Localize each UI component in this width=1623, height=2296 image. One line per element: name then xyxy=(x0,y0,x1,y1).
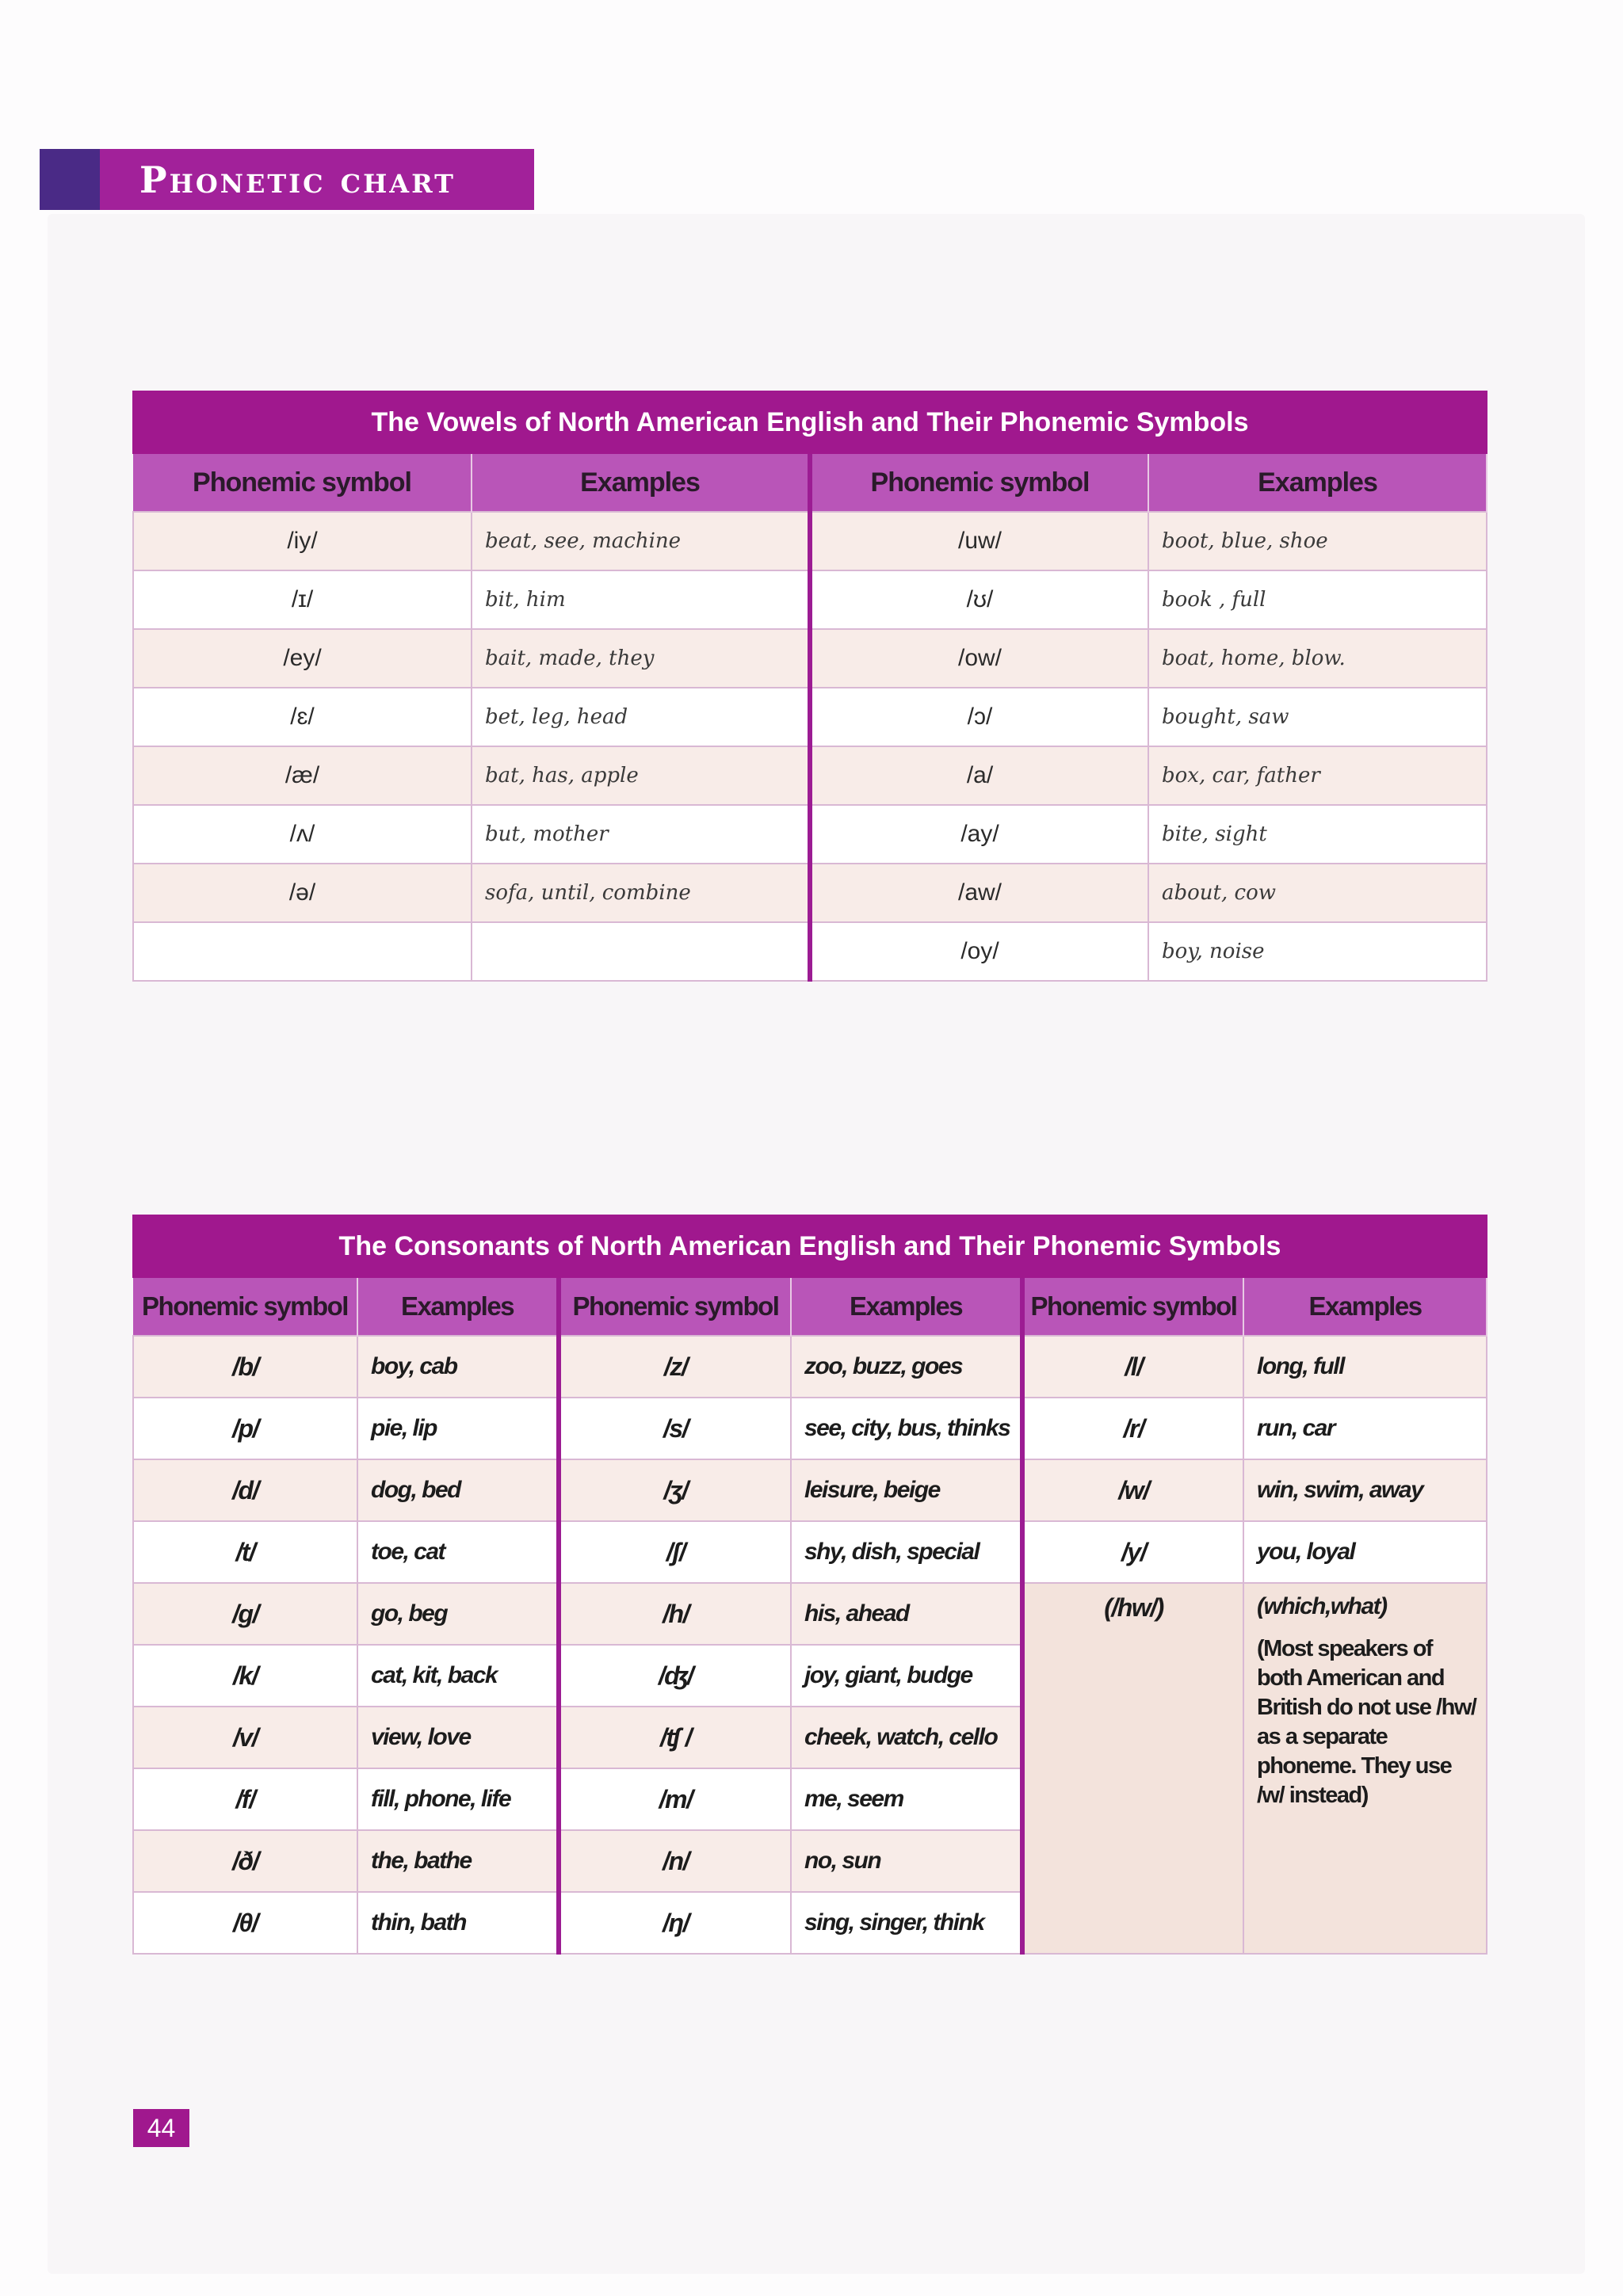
examples-cell: about, cow xyxy=(1148,864,1487,922)
examples-cell: you, loyal xyxy=(1243,1521,1487,1583)
vowels-table-title: The Vowels of North American English and Their Phonemic Symbols xyxy=(132,391,1487,454)
phonemic-symbol-cell: /ə/ xyxy=(133,864,472,922)
examples-cell: thin, bath xyxy=(357,1892,559,1954)
table-row xyxy=(133,864,1487,922)
examples-cell: see, city, bus, thinks xyxy=(791,1398,1022,1459)
column-header: Phonemic symbol xyxy=(133,454,472,512)
examples-cell: pie, lip xyxy=(357,1398,559,1459)
table-row xyxy=(133,570,1487,629)
vowels-table xyxy=(132,391,1487,982)
examples-cell: win, swim, away xyxy=(1243,1459,1487,1521)
table-row xyxy=(133,746,1487,805)
examples-cell: boat, home, blow. xyxy=(1148,629,1487,688)
phonemic-symbol-cell: /k/ xyxy=(133,1645,357,1707)
table-row xyxy=(133,512,1487,570)
phonemic-symbol-cell: /s/ xyxy=(559,1398,791,1459)
phonemic-symbol-cell: /p/ xyxy=(133,1398,357,1459)
examples-cell: boy, noise xyxy=(1148,922,1487,981)
examples-cell: sofa, until, combine xyxy=(472,864,810,922)
examples-cell: box, car, father xyxy=(1148,746,1487,805)
examples-cell: bat, has, apple xyxy=(472,746,810,805)
phonemic-symbol-cell: /d/ xyxy=(133,1459,357,1521)
phonemic-symbol-cell: /ay/ xyxy=(810,805,1148,864)
column-header: Examples xyxy=(1148,454,1487,512)
phonemic-symbol-cell: /uw/ xyxy=(810,512,1148,570)
table-row xyxy=(133,688,1487,746)
examples-cell: cheek, watch, cello xyxy=(791,1707,1022,1768)
phonemic-symbol-cell: /ɛ/ xyxy=(133,688,472,746)
phonemic-symbol-cell: /z/ xyxy=(559,1336,791,1398)
phonemic-symbol-cell: /æ/ xyxy=(133,746,472,805)
page-banner xyxy=(100,149,534,210)
table-row xyxy=(133,805,1487,864)
examples-cell: bait, made, they xyxy=(472,629,810,688)
phonemic-symbol-cell: (/hw/) xyxy=(1022,1583,1243,1954)
column-header: Examples xyxy=(357,1278,559,1336)
examples-cell: long, full xyxy=(1243,1336,1487,1398)
examples-cell: boot, blue, shoe xyxy=(1148,512,1487,570)
examples-cell xyxy=(472,922,810,981)
table-row xyxy=(133,629,1487,688)
phonemic-symbol-cell: /oy/ xyxy=(810,922,1148,981)
phonemic-symbol-cell xyxy=(133,922,472,981)
table-row xyxy=(133,1398,1487,1459)
column-header: Examples xyxy=(1243,1278,1487,1336)
phonemic-symbol-cell: /a/ xyxy=(810,746,1148,805)
consonants-table xyxy=(132,1215,1487,1955)
phonemic-symbol-cell: /ʌ/ xyxy=(133,805,472,864)
phonemic-symbol-cell: /aw/ xyxy=(810,864,1148,922)
phonemic-symbol-cell: /f/ xyxy=(133,1768,357,1830)
phonemic-symbol-cell: /v/ xyxy=(133,1707,357,1768)
table-row xyxy=(133,1583,1487,1645)
examples-cell: no, sun xyxy=(791,1830,1022,1892)
column-header: Examples xyxy=(472,454,810,512)
phonemic-symbol-cell: /ʧ / xyxy=(559,1707,791,1768)
banner-accent xyxy=(40,149,100,210)
examples-cell: run, car xyxy=(1243,1398,1487,1459)
phonemic-symbol-cell: /ʒ/ xyxy=(559,1459,791,1521)
examples-cell: but, mother xyxy=(472,805,810,864)
column-header: Examples xyxy=(791,1278,1022,1336)
phonemic-symbol-cell: /m/ xyxy=(559,1768,791,1830)
examples-cell: bit, him xyxy=(472,570,810,629)
column-header: Phonemic symbol xyxy=(133,1278,357,1336)
phonemic-symbol-cell: /ʊ/ xyxy=(810,570,1148,629)
phonemic-symbol-cell: /ʃ/ xyxy=(559,1521,791,1583)
examples-cell: the, bathe xyxy=(357,1830,559,1892)
examples-cell: zoo, buzz, goes xyxy=(791,1336,1022,1398)
examples-cell: shy, dish, special xyxy=(791,1521,1022,1583)
phonemic-symbol-cell: /ʤ/ xyxy=(559,1645,791,1707)
examples-cell: view, love xyxy=(357,1707,559,1768)
examples-cell: leisure, beige xyxy=(791,1459,1022,1521)
hw-note: (Most speakers of both American and British do not use /hw/ as a separate phoneme. They use /w/ instead) xyxy=(1257,1636,1476,1808)
table-row xyxy=(133,922,1487,981)
column-header: Phonemic symbol xyxy=(559,1278,791,1336)
examples-cell: book , full xyxy=(1148,570,1487,629)
phonemic-symbol-cell: /ɪ/ xyxy=(133,570,472,629)
examples-cell: cat, kit, back xyxy=(357,1645,559,1707)
consonants-header-row xyxy=(133,1278,1487,1336)
phonemic-symbol-cell: /n/ xyxy=(559,1830,791,1892)
examples-cell: me, seem xyxy=(791,1768,1022,1830)
examples-cell: dog, bed xyxy=(357,1459,559,1521)
phonemic-symbol-cell: /g/ xyxy=(133,1583,357,1645)
page-number: 44 xyxy=(133,2109,189,2147)
examples-cell: bite, sight xyxy=(1148,805,1487,864)
phonemic-symbol-cell: /t/ xyxy=(133,1521,357,1583)
consonants-table-title: The Consonants of North American English and Their Phonemic Symbols xyxy=(132,1215,1487,1278)
examples-cell: beat, see, machine xyxy=(472,512,810,570)
phonemic-symbol-cell: /r/ xyxy=(1022,1398,1243,1459)
phonemic-symbol-cell: /l/ xyxy=(1022,1336,1243,1398)
phonemic-symbol-cell: /ɔ/ xyxy=(810,688,1148,746)
examples-cell: joy, giant, budge xyxy=(791,1645,1022,1707)
examples-cell: boy, cab xyxy=(357,1336,559,1398)
vowels-header-row xyxy=(133,454,1487,512)
phonemic-symbol-cell: /h/ xyxy=(559,1583,791,1645)
table-row xyxy=(133,1459,1487,1521)
phonemic-symbol-cell: /iy/ xyxy=(133,512,472,570)
page-title: Phonetic chart xyxy=(139,158,456,201)
phonemic-symbol-cell: /b/ xyxy=(133,1336,357,1398)
examples-cell: toe, cat xyxy=(357,1521,559,1583)
phonemic-symbol-cell: /y/ xyxy=(1022,1521,1243,1583)
table-row xyxy=(133,1521,1487,1583)
column-header: Phonemic symbol xyxy=(810,454,1148,512)
examples-cell: go, beg xyxy=(357,1583,559,1645)
table-row xyxy=(133,1336,1487,1398)
column-header: Phonemic symbol xyxy=(1022,1278,1243,1336)
examples-cell: bet, leg, head xyxy=(472,688,810,746)
phonemic-symbol-cell: /ey/ xyxy=(133,629,472,688)
examples-cell xyxy=(1243,1583,1487,1954)
phonemic-symbol-cell: /ð/ xyxy=(133,1830,357,1892)
phonemic-symbol-cell: /ŋ/ xyxy=(559,1892,791,1954)
examples-cell: fill, phone, life xyxy=(357,1768,559,1830)
phonemic-symbol-cell: /θ/ xyxy=(133,1892,357,1954)
phonemic-symbol-cell: /ow/ xyxy=(810,629,1148,688)
examples-cell: his, ahead xyxy=(791,1583,1022,1645)
phonemic-symbol-cell: /w/ xyxy=(1022,1459,1243,1521)
examples-cell: sing, singer, think xyxy=(791,1892,1022,1954)
examples-cell: bought, saw xyxy=(1148,688,1487,746)
hw-examples: (which,what) xyxy=(1257,1593,1387,1619)
